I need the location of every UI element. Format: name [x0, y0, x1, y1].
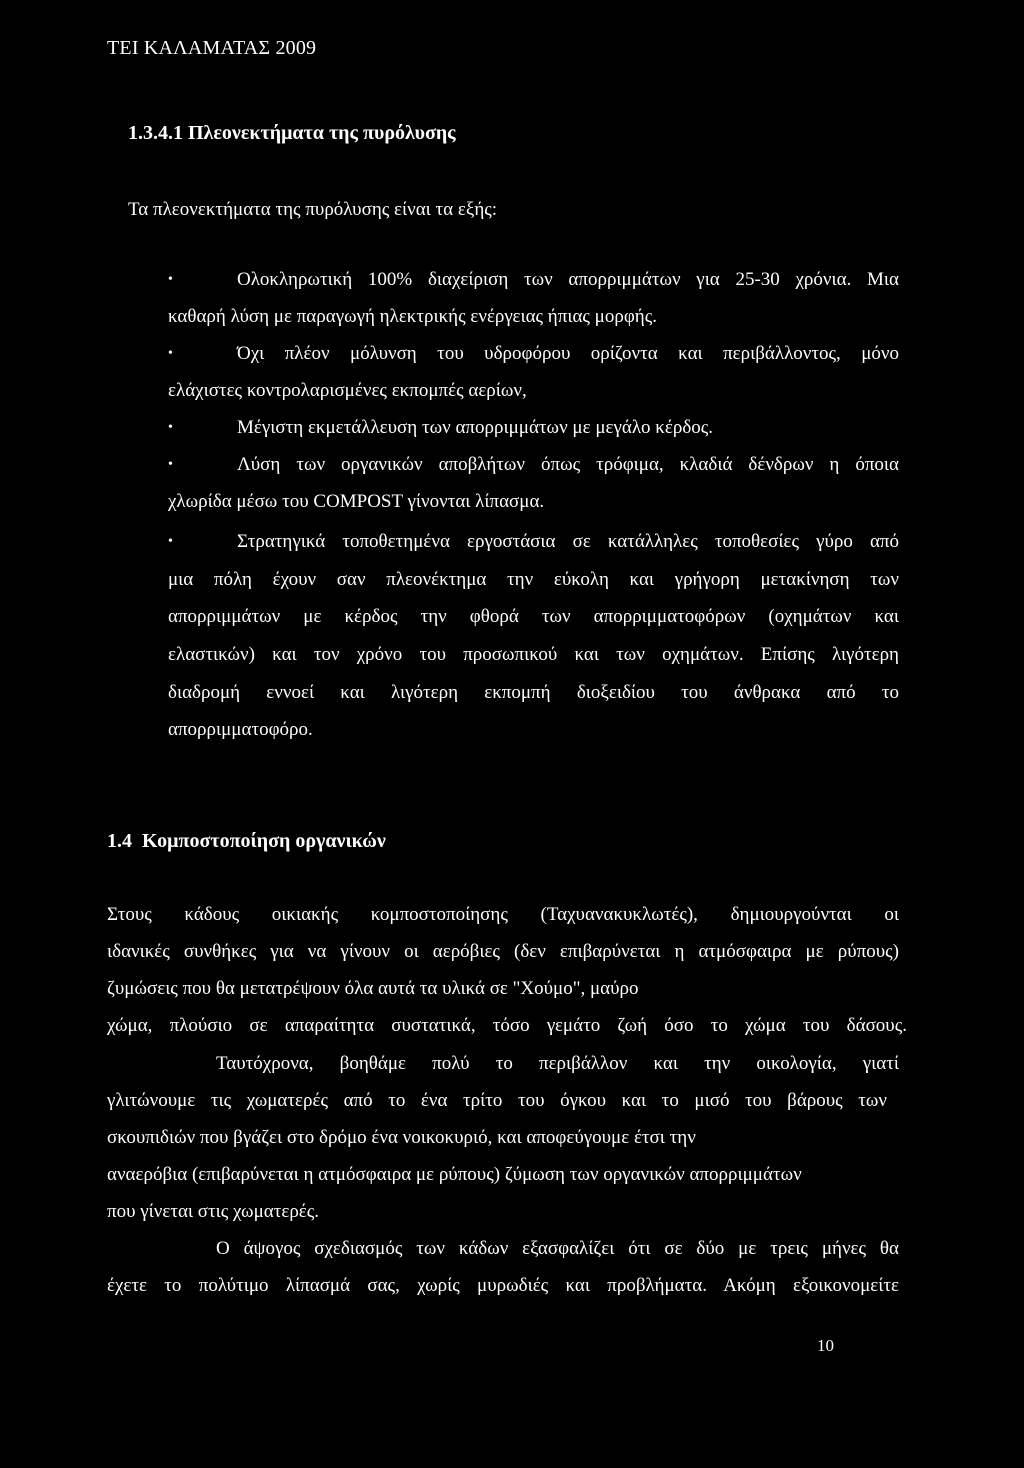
bullet-marker: •	[168, 272, 173, 287]
bullet-marker: •	[168, 457, 173, 472]
paragraph-3-line-2: έχετε το πολύτιμο λίπασμά σας, χωρίς μυρωδιές και προβλήματα. Ακόμη εξοικονομείτε	[107, 1275, 899, 1296]
bullet-marker: •	[168, 534, 173, 549]
paragraph-1-line-1: Στους κάδους οικιακής κομποστοποίησης (Ταχυανακυκλωτές), δημιουργούνται οι	[107, 904, 899, 925]
bullet-4-line-2: χλωρίδα μέσω του COMPOST γίνονται λίπασμα.	[168, 491, 545, 512]
bullet-5-line-4: ελαστικών) και τον χρόνο του προσωπικού και των οχημάτων. Επίσης λιγότερη	[168, 644, 899, 665]
bullet-marker: •	[168, 420, 173, 435]
paragraph-2-line-5: που γίνεται στις χωματερές.	[107, 1201, 320, 1222]
section-title: Κομποστοποίηση οργανικών	[142, 830, 386, 852]
bullet-marker: •	[168, 346, 173, 361]
paragraph-2-line-1: Ταυτόχρονα, βοηθάμε πολύ το περιβάλλον και την οικολογία, γιατί	[216, 1053, 899, 1074]
bullet-5-line-3: απορριμμάτων με κέρδος την φθορά των απορριμματοφόρων (οχημάτων και	[168, 606, 899, 627]
bullet-5-line-2: μια πόλη έχουν σαν πλεονέκτημα την εύκολη και γρήγορη μετακίνηση των	[168, 569, 899, 590]
running-header: ΤΕΙ ΚΑΛΑΜΑΤΑΣ 2009	[107, 37, 317, 59]
bullet-1-line-1: Ολοκληρωτική 100% διαχείριση των απορριμμάτων για 25-30 χρόνια. Μια	[237, 269, 899, 290]
paragraph-1-line-2: ιδανικές συνθήκες για να γίνουν οι αερόβιες (δεν επιβαρύνεται η ατμόσφαιρα με ρύπους)	[107, 941, 899, 962]
paragraph-1-line-3: ζυμώσεις που θα μετατρέψουν όλα αυτά τα υλικά σε "Χούμο", μαύρο	[107, 978, 639, 999]
paragraph-2-line-4: αναερόβια (επιβαρύνεται η ατμόσφαιρα με ρύπους) ζύμωση των οργανικών απορριμμάτων	[107, 1164, 802, 1185]
section-number: 1.3.4.1	[128, 122, 183, 144]
bullet-5-line-1: Στρατηγικά τοποθετημένα εργοστάσια σε κατάλληλες τοποθεσίες γύρο από	[237, 531, 899, 552]
paragraph-2-line-2: γλιτώνουμε τις χωματερές από το ένα τρίτο του όγκου και το μισό του βάρους των	[107, 1090, 887, 1111]
bullet-5-line-6: απορριμματοφόρο.	[168, 719, 313, 740]
intro-text: Τα πλεονεκτήματα της πυρόλυσης είναι τα εξής:	[128, 199, 498, 220]
bullet-5-line-5: διαδρομή εννοεί και λιγότερη εκπομπή διοξειδίου του άνθρακα από το	[168, 682, 899, 703]
section-number: 1.4	[107, 830, 132, 852]
paragraph-3-line-1: Ο άψογος σχεδιασμός των κάδων εξασφαλίζει ότι σε δύο με τρεις μήνες θα	[216, 1238, 899, 1259]
paragraph-2-line-3: σκουπιδιών που βγάζει στο δρόμο ένα νοικοκυριό, και αποφεύγουμε έτσι την	[107, 1127, 696, 1148]
page-number: 10	[817, 1336, 834, 1355]
bullet-1-line-2: καθαρή λύση με παραγωγή ηλεκτρικής ενέργειας ήπιας μορφής.	[168, 306, 658, 327]
bullet-2-line-1: Όχι πλέον μόλυνση του υδροφόρου ορίζοντα και περιβάλλοντος, μόνο	[237, 343, 899, 364]
bullet-4-line-1: Λύση των οργανικών αποβλήτων όπως τρόφιμα, κλαδιά δένδρων η όποια	[237, 454, 899, 475]
section-title: Πλεονεκτήματα της πυρόλυσης	[188, 122, 456, 144]
section-heading-1-3-4-1	[128, 121, 456, 145]
bullet-2-line-2: ελάχιστες κοντρολαρισμένες εκπομπές αερίων,	[168, 380, 527, 401]
section-heading-1-4	[107, 829, 386, 853]
bullet-3-line-1: Μέγιστη εκμετάλλευση των απορριμμάτων με μεγάλο κέρδος.	[237, 417, 714, 438]
paragraph-1-line-4: χώμα, πλούσιο σε απαραίτητα συστατικά, τόσο γεμάτο ζωή όσο το χώμα του δάσους.	[107, 1015, 907, 1036]
